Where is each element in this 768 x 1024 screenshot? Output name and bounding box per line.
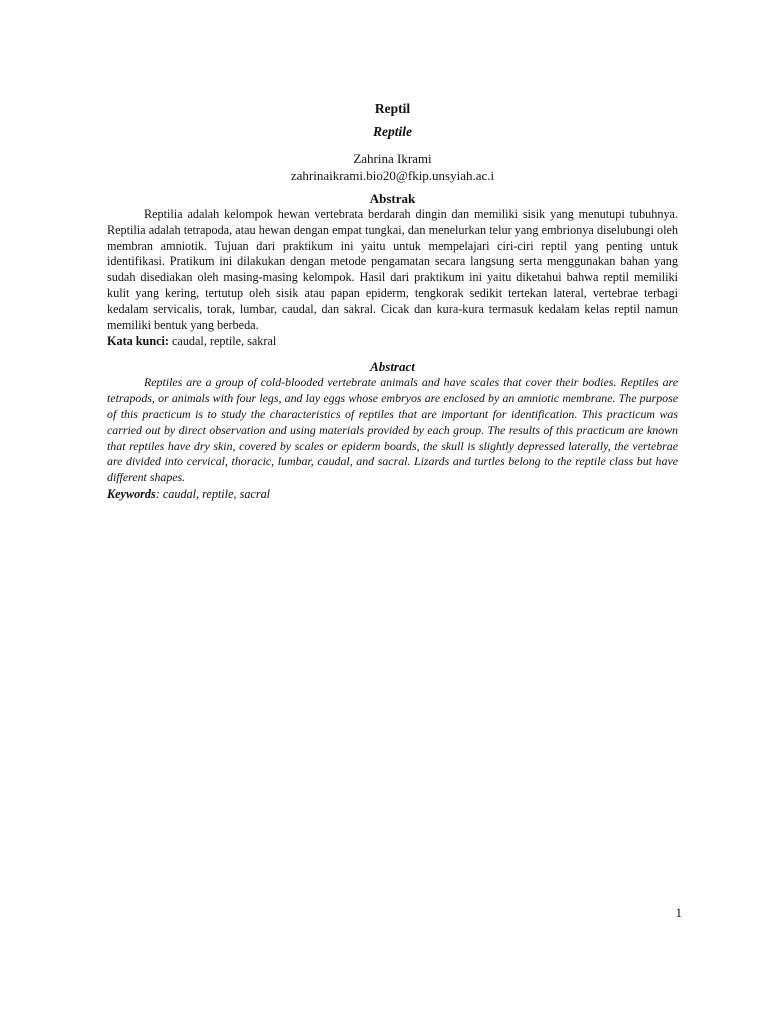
abstrak-heading: Abstrak <box>369 191 416 206</box>
page-number: 1 <box>675 905 682 920</box>
abstract-keywords-label: Keywords <box>107 486 156 501</box>
abstrak-keywords <box>107 333 678 349</box>
abstract-heading: Abstract <box>370 359 415 375</box>
abstrak-body: Reptilia adalah kelompok hewan vertebrata berdarah dingin dan memiliki sisik yang menutupi tubuhnya. Reptilia adalah tetrapoda, atau hewan dengan empat tungkai, dan menelurkan telur yang embrionya diselubungi oleh membran amniotik. Tujuan dari praktikum ini yaitu untuk mempelajari ciri-ciri reptil yang penting untuk identifikasi. Pratikum ini dilakukan dengan metode pengamatan secara langsung serta menggunakan bahan yang sudah disediakan oleh masing-masing kelompok. Hasil dari praktikum ini yaitu diketahui bahwa reptil memiliki kulit yang kering, tertutup oleh sisik atau papan epiderm, tengkorak sedikit tertekan lateral, vertebrae terbagi kedalam servicalis, torak, lumbar, caudal, dan sakral. Cicak dan kura-kura termasuk kedalam kelas reptil namun memiliki bentuk yang berbeda. <box>107 207 678 332</box>
abstract-keywords-values: : caudal, reptile, sacral <box>155 486 271 501</box>
paper-content <box>107 100 678 502</box>
author-email: zahrinaikrami.bio20@fkip.unsyiah.ac.i <box>290 168 495 183</box>
abstract-keywords <box>107 486 678 502</box>
abstrak-keywords-values: caudal, reptile, sakral <box>168 334 277 349</box>
paper-title: Reptil <box>374 101 411 116</box>
abstrak-keywords-label: Kata kunci: <box>107 334 169 349</box>
paper-subtitle: Reptile <box>373 124 412 139</box>
abstract-body: Reptiles are a group of cold-blooded vertebrate animals and have scales that cover their bodies. Reptiles are tetrapods, or animals with four legs, and lay eggs whose embryos are enclosed by an amniotic membrane. The purpose of this practicum is to study the characteristics of reptiles that are important for identification. This practicum was carried out by direct observation and using materials provided by each group. The results of this practicum are known that reptiles have dry skin, covered by scales or epiderm boards, the skull is slightly depressed laterally, the vertebrae are divided into cervical, thoracic, lumbar, caudal, and sacral. Lizards and turtles belong to the reptile class but have different shapes. <box>107 375 678 485</box>
author-name: Zahrina Ikrami <box>353 151 432 166</box>
